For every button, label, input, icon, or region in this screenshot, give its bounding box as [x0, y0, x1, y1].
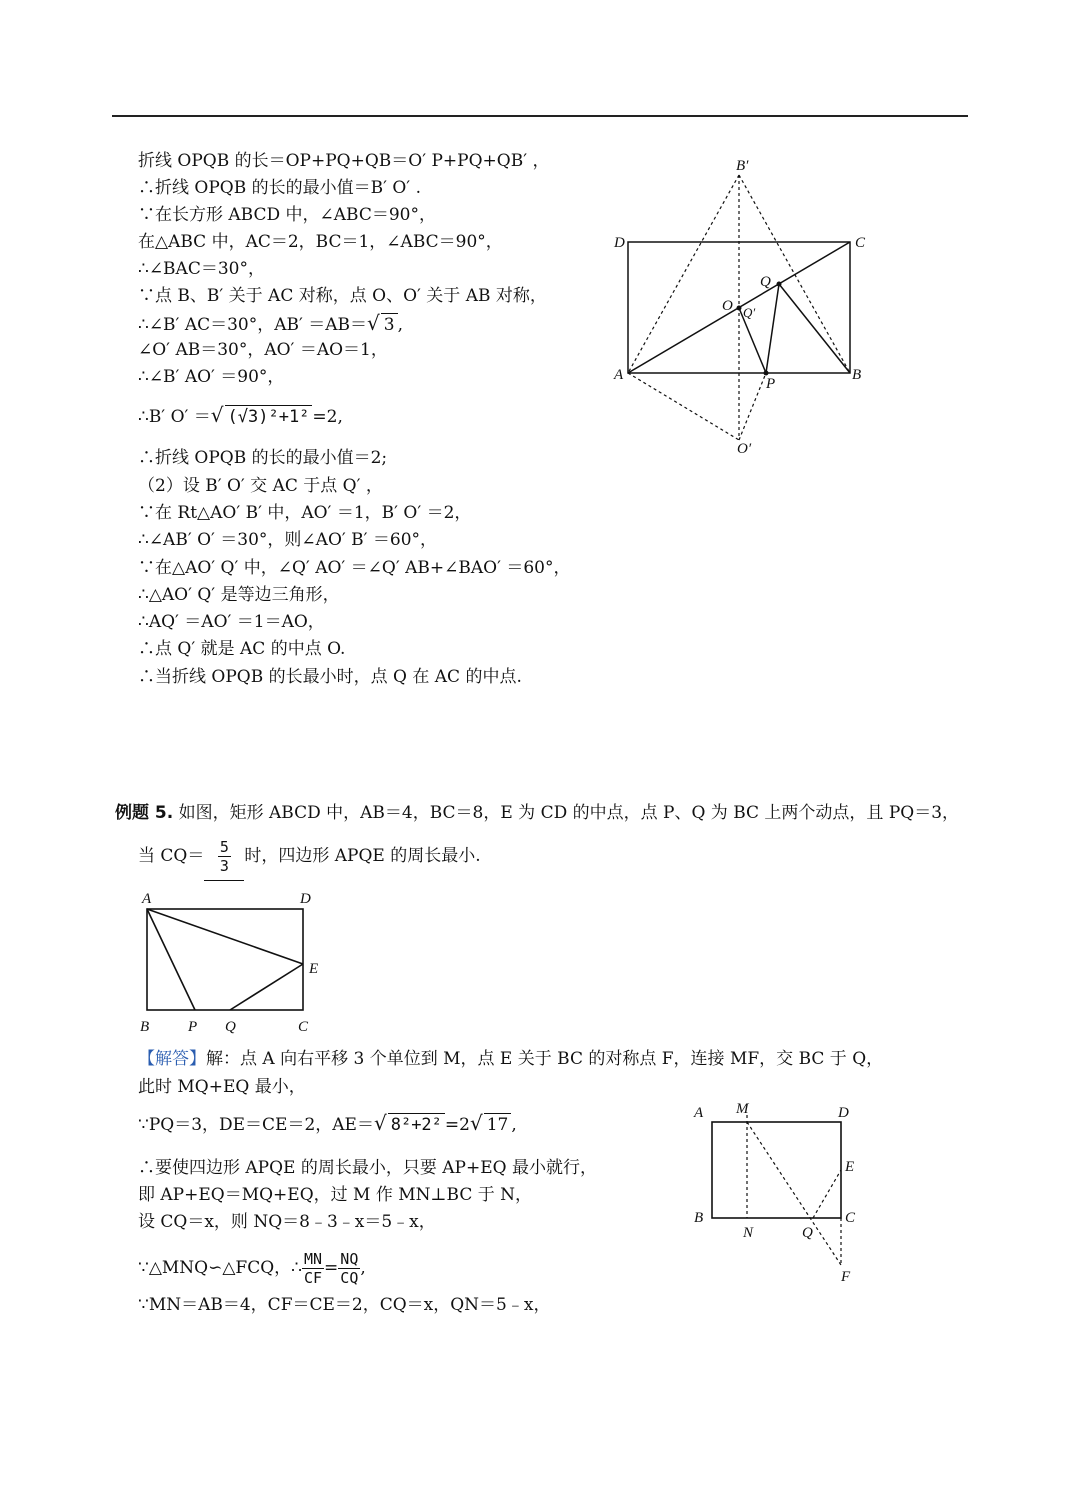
- text-segment: ,: [360, 1258, 366, 1278]
- text-line: ∵点 B、B′ 关于 AC 对称，点 O、O′ 关于 AB 对称，: [138, 286, 547, 306]
- label-b-prime: B′: [736, 158, 749, 174]
- label-b: B: [852, 367, 862, 383]
- solution-line6: 设 CQ＝x，则 NQ＝8﹣3﹣x＝5﹣x，: [138, 1212, 436, 1232]
- example5-question-line2: [138, 832, 481, 881]
- segment-pq: [766, 284, 779, 373]
- text-line: ∴当折线 OPQB 的长最小时，点 Q 在 AC 的中点.: [138, 667, 522, 687]
- text-segment: ,: [397, 315, 404, 335]
- text-line-with-sqrt: [138, 404, 343, 428]
- sqrt-value: 8²+2²: [388, 1113, 445, 1136]
- sqrt-value: (√3)²+1²: [225, 405, 313, 428]
- label-a: A: [142, 891, 152, 907]
- fraction-nq-cq: [338, 1250, 360, 1287]
- point-o: [737, 306, 742, 311]
- fraction-denominator: CQ: [340, 1269, 359, 1287]
- fraction-numerator: NQ: [340, 1250, 359, 1268]
- text-segment: =: [324, 1258, 339, 1278]
- label-o: O: [722, 298, 733, 314]
- label-f: F: [841, 1269, 851, 1285]
- dashed-ab-prime: [628, 175, 739, 373]
- figure-1-diagram: [600, 150, 880, 460]
- figure-3-diagram: [685, 1095, 865, 1290]
- dashed-qe: [813, 1170, 841, 1218]
- dashed-po-prime: [739, 373, 766, 440]
- dashed-ao-prime: [628, 373, 739, 440]
- answer-tag: 【解答】: [138, 1049, 206, 1069]
- solution-line8: ∵MN＝AB＝4，CF＝CE＝2，CQ＝x，QN＝5﹣x，: [138, 1295, 551, 1315]
- answer-blank: [204, 832, 244, 881]
- label-b: B: [140, 1019, 150, 1035]
- figure-2-diagram: [130, 885, 330, 1040]
- radical-sign: √: [469, 1111, 483, 1135]
- label-d: D: [838, 1105, 849, 1121]
- radical-sign: √: [373, 1111, 387, 1135]
- segment-qb: [779, 284, 850, 373]
- text-line: ∴折线 OPQB 的长的最小值＝2;: [138, 448, 388, 468]
- text-segment: =2: [444, 1115, 470, 1135]
- label-m: M: [736, 1101, 749, 1117]
- dashed-mf: [747, 1122, 841, 1265]
- fraction-mn-cf: [302, 1250, 324, 1287]
- text-segment: ∵△MNQ∽△FCQ，∴: [138, 1258, 302, 1278]
- label-e: E: [845, 1159, 855, 1175]
- fraction-denominator: CF: [303, 1269, 323, 1287]
- label-a: A: [614, 367, 624, 383]
- label-q: Q: [760, 274, 771, 290]
- text-segment: ∵PQ＝3，DE＝CE＝2，AE＝: [138, 1115, 374, 1135]
- text-segment: ,: [511, 1115, 517, 1135]
- solution-line2: 此时 MQ+EQ 最小，: [138, 1077, 306, 1097]
- rect-abcd: [712, 1122, 841, 1218]
- text-line: ∴∠BAC＝30°，: [138, 259, 265, 279]
- solution-line7: [138, 1250, 366, 1287]
- label-c: C: [855, 235, 866, 251]
- text-segment: ∴B′ O′ ＝: [138, 407, 211, 427]
- label-p: P: [766, 376, 776, 392]
- solution-line1: [138, 1048, 883, 1070]
- label-n: N: [743, 1225, 754, 1241]
- point-q: [777, 282, 782, 287]
- label-o-prime: O′: [737, 441, 752, 457]
- text-line: ∵在△AO′ Q′ 中，∠Q′ AO′ ＝∠Q′ AB+∠BAO′ ＝60°，: [138, 558, 571, 578]
- text-line: ∵在 Rt△AO′ B′ 中，AO′ ＝1，B′ O′ ＝2，: [138, 503, 472, 523]
- answer-fraction: [218, 838, 231, 875]
- question-prefix: 当 CQ＝: [138, 846, 205, 866]
- sqrt-value: 3: [381, 313, 398, 336]
- fraction-numerator: 5: [219, 838, 229, 856]
- question-text: 如图，矩形 ABCD 中，AB＝4，BC＝8，E 为 CD 的中点，点 P、Q 为 BC 上两个动点，且 PQ＝3，: [178, 803, 960, 823]
- text-line: ∴△AO′ Q′ 是等边三角形，: [138, 585, 340, 605]
- label-q-prime: Q′: [743, 305, 756, 320]
- text-line: ∠O′ AB＝30°，AO′ ＝AO＝1，: [138, 340, 388, 360]
- example5-question-line1: [115, 802, 959, 824]
- text-segment: =2,: [312, 407, 343, 427]
- solution-text: 解：点 A 向右平移 3 个单位到 M，点 E 关于 BC 的对称点 F，连接 MF，交 BC 于 Q，: [206, 1049, 884, 1069]
- text-line: （2）设 B′ O′ 交 AC 于点 Q′ ，: [138, 476, 383, 496]
- label-c: C: [298, 1019, 309, 1035]
- solution-line5: 即 AP+EQ＝MQ+EQ，过 M 作 MN⊥BC 于 N，: [138, 1185, 533, 1205]
- text-line: 在△ABC 中，AC＝2，BC＝1，∠ABC＝90°，: [138, 232, 503, 252]
- example-heading: 例题 5.: [115, 803, 174, 823]
- label-q: Q: [802, 1225, 813, 1241]
- text-line-with-sqrt: [138, 312, 403, 336]
- label-p: P: [188, 1019, 198, 1035]
- label-e: E: [309, 961, 319, 977]
- question-suffix: 时，四边形 APQE 的周长最小.: [244, 846, 481, 866]
- text-line: ∴AQ′ ＝AO′ ＝1＝AO，: [138, 612, 325, 632]
- text-line: ∴点 Q′ 就是 AC 的中点 O.: [138, 639, 346, 659]
- sqrt-value: 17: [484, 1113, 512, 1136]
- radical-sign: √: [210, 403, 224, 427]
- fraction-numerator: MN: [303, 1250, 323, 1268]
- text-line: ∴折线 OPQB 的长的最小值＝B′ O′ .: [138, 178, 421, 198]
- label-q: Q: [225, 1019, 236, 1035]
- text-line: 折线 OPQB 的长＝OP+PQ+QB＝O′ P+PQ+QB′ ，: [138, 151, 550, 171]
- point-p: [764, 371, 769, 376]
- text-line: ∵在长方形 ABCD 中，∠ABC＝90°，: [138, 205, 436, 225]
- solution-line4: ∴要使四边形 APQE 的周长最小，只要 AP+EQ 最小就行，: [138, 1158, 597, 1178]
- text-segment: ∴∠B′ AC＝30°，AB′ ＝AB＝: [138, 315, 368, 335]
- label-d: D: [300, 891, 311, 907]
- radical-sign: √: [367, 311, 380, 335]
- label-a: A: [694, 1105, 704, 1121]
- header-rule: [112, 115, 968, 117]
- text-line: ∴∠B′ AO′ ＝90°，: [138, 367, 285, 387]
- fraction-denominator: 3: [219, 857, 229, 875]
- solution-line3: [138, 1112, 517, 1136]
- segment-ae: [147, 909, 303, 964]
- segment-qe: [230, 964, 303, 1010]
- label-d: D: [614, 235, 625, 251]
- label-b: B: [694, 1210, 704, 1226]
- text-line: ∴∠AB′ O′ ＝30°，则∠AO′ B′ ＝60°，: [138, 530, 438, 550]
- label-c: C: [845, 1210, 856, 1226]
